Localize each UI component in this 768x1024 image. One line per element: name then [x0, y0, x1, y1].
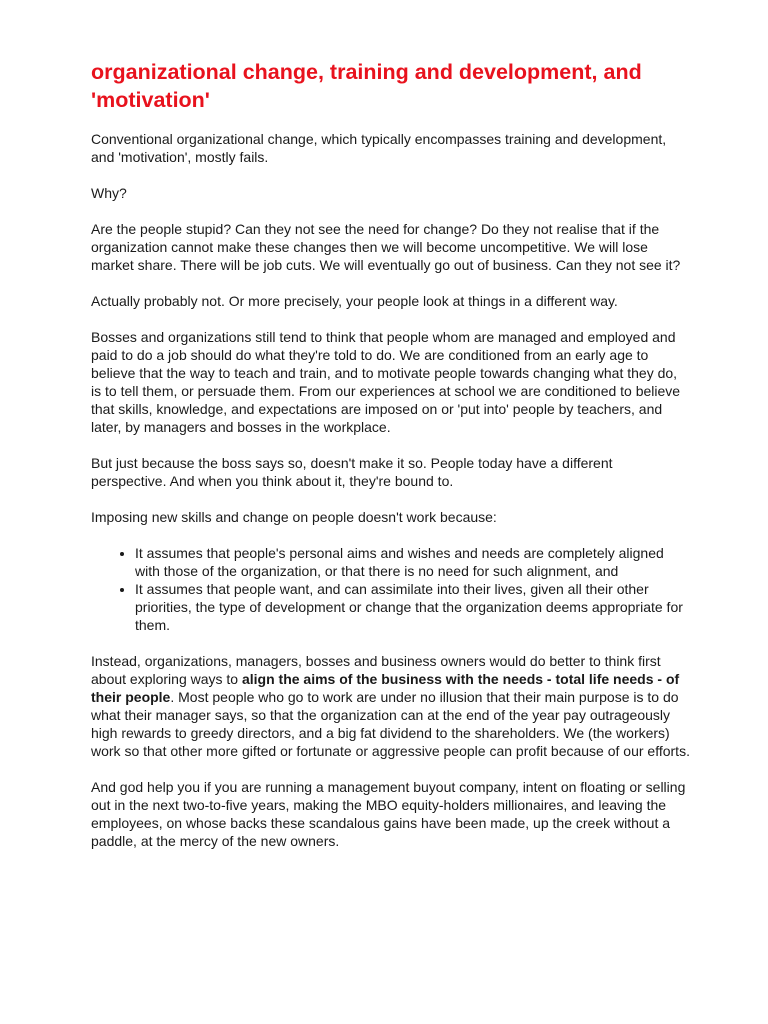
list-item: • It assumes that people's personal aims and wishes and needs are completely aligned with those of the organization, or that there is no need for such alignment, and [135, 544, 691, 580]
list-item: • It assumes that people want, and can assimilate into their lives, given all their other priorities, the type of development or change that the organization deems appropriate for them. [135, 580, 691, 634]
paragraph-boss-says: But just because the boss says so, doesn't make it so. People today have a different perspective. And when you think about it, they're bound to. [91, 455, 613, 489]
paragraph-actually: Actually probably not. Or more precisely, your people look at things in a different way. [91, 293, 618, 309]
paragraph-instead-text-end: . Most people who go to work are under no illusion that their main purpose is to do what their manager says, so that the organization can at the end of the year pay outrageously high rewards to greedy directors, and a big fat dividend to the shareholders. We (the workers) work so that other more gifted or fortunate or aggressive people can profit because of our efforts. [91, 689, 690, 759]
paragraph-instead-text-start: Instead, organizations, managers, bosses and business owners would do better to think first about exploring ways to [91, 653, 661, 687]
paragraph-questions: Are the people stupid? Can they not see the need for change? Do they not realise that if the organization cannot make these changes then we will become uncompetitive. We will lose market share. There will be job cuts. We will eventually go out of business. Can they not see it? [91, 221, 681, 273]
assumptions-list [91, 544, 691, 634]
document-title: organizational change, training and development, and 'motivation' [91, 60, 642, 112]
paragraph-why: Why? [91, 185, 127, 201]
paragraph-imposing: Imposing new skills and change on people doesn't work because: [91, 509, 497, 525]
document-page [91, 58, 691, 868]
paragraph-instead [91, 652, 691, 760]
paragraph-instead-emphasis: align the aims of the business with the needs - total life needs - of their people [91, 671, 680, 705]
paragraph-mbo: And god help you if you are running a management buyout company, intent on floating or selling out in the next two-to-five years, making the MBO equity-holders millionaires, and leaving the employees, on whose backs these scandalous gains have been made, up the creek without a paddle, at the mercy of the new owners. [91, 779, 686, 849]
paragraph-bosses: Bosses and organizations still tend to think that people whom are managed and employed and paid to do a job should do what they're told to do. We are conditioned from an early age to believe that the way to teach and train, and to motivate people towards changing what they do, is to tell them, or persuade them. From our experiences at school we are conditioned to believe that skills, knowledge, and expectations are imposed on or 'put into' people by teachers, and later, by managers and bosses in the workplace. [91, 329, 681, 435]
paragraph-intro: Conventional organizational change, which typically encompasses training and development, and 'motivation', mostly fails. [91, 131, 667, 165]
